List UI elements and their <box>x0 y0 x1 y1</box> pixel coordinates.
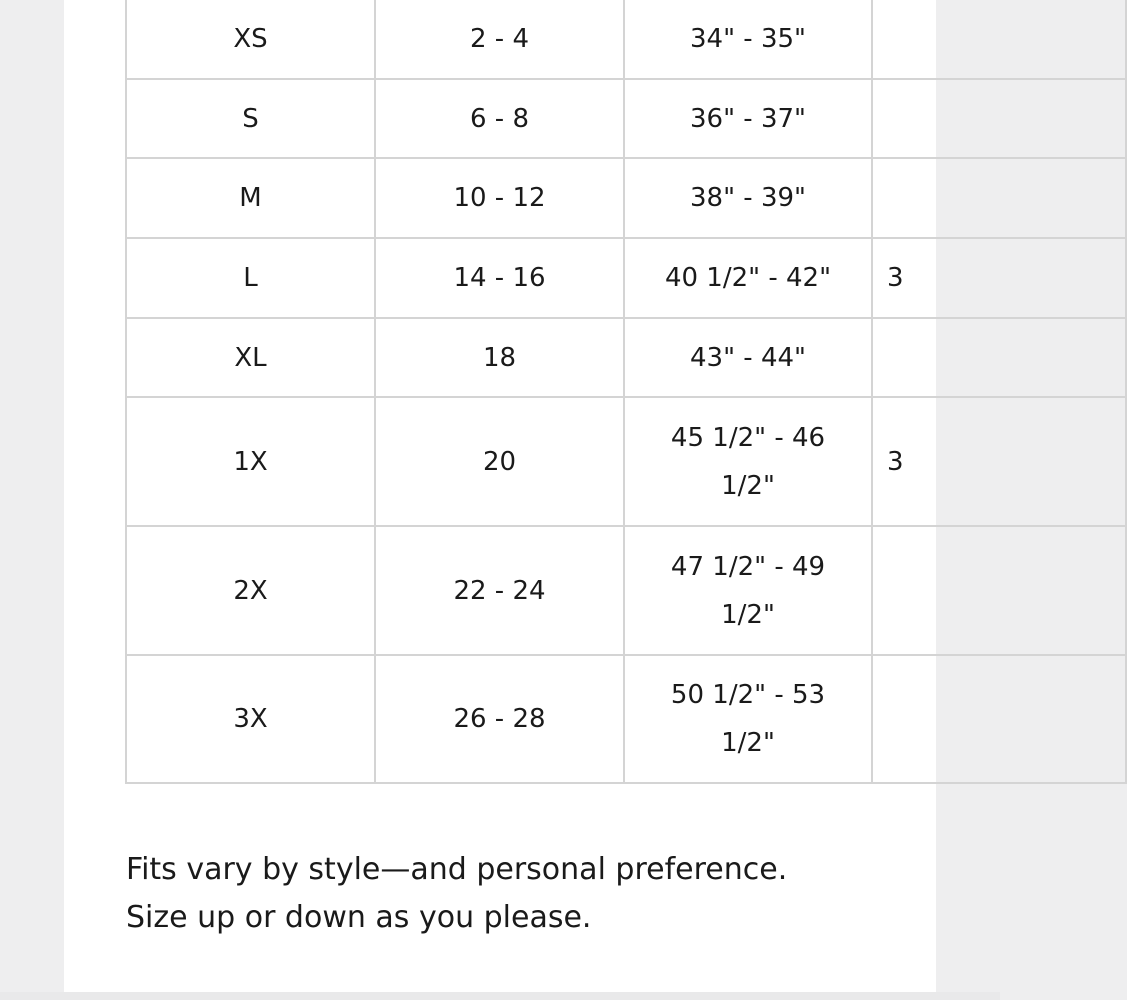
size-cell: L <box>126 238 375 318</box>
size-cell: M <box>126 158 375 238</box>
table-row <box>126 526 1126 655</box>
table-row <box>126 79 1126 158</box>
measurement-line: 45 1/2" - 46 <box>670 422 826 453</box>
truncated-cell: 3 <box>872 238 1126 318</box>
measurement-cell <box>624 158 872 238</box>
truncated-cell <box>872 79 1126 158</box>
measurement-cell <box>624 318 872 397</box>
size-cell: 2X <box>126 526 375 655</box>
us-size-cell: 2 - 4 <box>375 0 624 79</box>
measurement-line: 47 1/2" - 49 <box>670 551 826 582</box>
truncated-cell <box>872 0 1126 79</box>
truncated-cell <box>872 318 1126 397</box>
us-size-cell: 14 - 16 <box>375 238 624 318</box>
size-cell: S <box>126 79 375 158</box>
size-cell: XS <box>126 0 375 79</box>
us-size-cell: 6 - 8 <box>375 79 624 158</box>
us-size-cell: 22 - 24 <box>375 526 624 655</box>
fit-note-line-1: Fits vary by style—and personal preference. <box>126 852 788 887</box>
page-bottom-edge <box>0 992 1000 1000</box>
table-row <box>126 0 1126 79</box>
size-cell: XL <box>126 318 375 397</box>
measurement-line: 50 1/2" - 53 <box>670 680 826 710</box>
size-cell: 1X <box>126 397 375 526</box>
size-cell: 3X <box>126 655 375 783</box>
table-row <box>126 158 1126 238</box>
measurement-cell <box>624 238 872 318</box>
us-size-cell: 26 - 28 <box>375 655 624 783</box>
truncated-cell: 3 <box>872 397 1126 526</box>
table-row <box>126 655 1126 783</box>
measurement-line: 38" - 39" <box>690 183 806 213</box>
measurement-line: 34" - 35" <box>690 24 806 54</box>
measurement-cell <box>624 397 872 526</box>
measurement-cell <box>624 0 872 79</box>
measurement-line: 43" - 44" <box>690 342 806 373</box>
measurement-cell <box>624 79 872 158</box>
table-row <box>126 318 1126 397</box>
size-chart-scroll-area[interactable] <box>125 0 904 782</box>
truncated-cell <box>872 526 1126 655</box>
fit-note-line-2: Size up or down as you please. <box>126 900 592 935</box>
measurement-line: 1/2" <box>721 470 775 501</box>
table-row <box>126 397 1126 526</box>
measurement-cell <box>624 526 872 655</box>
measurement-line: 40 1/2" - 42" <box>664 263 832 293</box>
size-chart-table <box>125 0 1127 784</box>
measurement-cell <box>624 655 872 783</box>
fit-note <box>126 846 926 942</box>
us-size-cell: 20 <box>375 397 624 526</box>
us-size-cell: 10 - 12 <box>375 158 624 238</box>
measurement-line: 1/2" <box>721 728 775 758</box>
measurement-line: 1/2" <box>721 599 775 630</box>
truncated-cell <box>872 655 1126 783</box>
table-row <box>126 238 1126 318</box>
measurement-line: 36" - 37" <box>690 103 806 134</box>
us-size-cell: 18 <box>375 318 624 397</box>
truncated-cell <box>872 158 1126 238</box>
